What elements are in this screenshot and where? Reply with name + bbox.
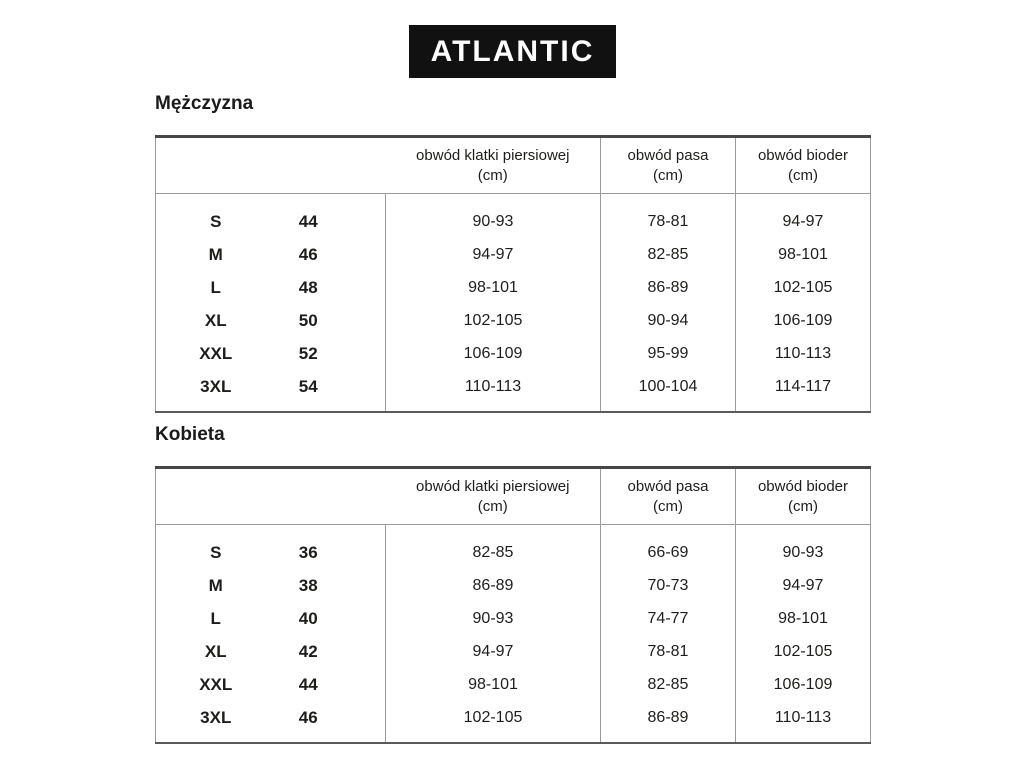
size-label: 3XL — [200, 707, 232, 727]
size-row — [156, 569, 871, 602]
size-number: 42 — [298, 641, 318, 661]
size-row — [156, 238, 871, 271]
column-header-unit: (cm) — [653, 166, 683, 184]
header-row — [156, 137, 871, 194]
hips-range: 98-101 — [736, 602, 871, 635]
chest-range: 102-105 — [386, 701, 601, 743]
size-row — [156, 525, 871, 570]
header-spacer — [156, 468, 386, 525]
header-row — [156, 468, 871, 525]
column-header — [736, 468, 871, 525]
chest-range: 94-97 — [386, 238, 601, 271]
hips-range: 90-93 — [736, 525, 871, 570]
section-men — [155, 93, 870, 413]
size-label: 3XL — [200, 376, 232, 396]
column-header-unit: (cm) — [477, 497, 508, 515]
size-number: 38 — [298, 575, 318, 595]
hips-range: 106-109 — [736, 668, 871, 701]
size-number: 40 — [298, 608, 318, 628]
waist-range: 70-73 — [601, 569, 736, 602]
size-row — [156, 194, 871, 239]
size-label: S — [210, 211, 222, 231]
size-number: 44 — [298, 211, 318, 231]
waist-range: 78-81 — [601, 194, 736, 239]
size-label: XL — [204, 641, 227, 661]
atlantic-logo-text: ATLANTIC — [430, 34, 595, 68]
size-label: L — [210, 277, 221, 297]
size-row — [156, 370, 871, 412]
waist-range: 66-69 — [601, 525, 736, 570]
hips-range: 94-97 — [736, 194, 871, 239]
size-number: 46 — [298, 244, 318, 264]
chest-range: 86-89 — [386, 569, 601, 602]
table-body-women — [156, 525, 871, 744]
size-number: 52 — [298, 343, 318, 363]
column-header-label: obwód klatki piersiowej — [416, 478, 570, 495]
waist-range: 100-104 — [601, 370, 736, 412]
size-number: 36 — [298, 542, 318, 562]
column-header-label: obwód bioder — [757, 478, 849, 495]
chest-range: 94-97 — [386, 635, 601, 668]
size-label: M — [208, 244, 223, 264]
column-header-unit: (cm) — [477, 166, 508, 184]
chest-range: 90-93 — [386, 194, 601, 239]
hips-range: 110-113 — [736, 701, 871, 743]
column-header — [386, 137, 601, 194]
chest-range: 98-101 — [386, 271, 601, 304]
size-row — [156, 635, 871, 668]
column-header-label: obwód pasa — [627, 478, 709, 495]
waist-range: 74-77 — [601, 602, 736, 635]
waist-range: 78-81 — [601, 635, 736, 668]
waist-range: 86-89 — [601, 701, 736, 743]
size-row — [156, 668, 871, 701]
chest-range: 106-109 — [386, 337, 601, 370]
column-header-label: obwód klatki piersiowej — [416, 147, 570, 164]
chest-range: 90-93 — [386, 602, 601, 635]
atlantic-logo — [409, 25, 616, 78]
hips-range: 98-101 — [736, 238, 871, 271]
waist-range: 82-85 — [601, 238, 736, 271]
column-header — [736, 137, 871, 194]
hips-range: 114-117 — [736, 370, 871, 412]
size-label: S — [210, 542, 222, 562]
size-number: 46 — [298, 707, 318, 727]
section-women — [155, 424, 870, 744]
column-header-unit: (cm) — [653, 497, 683, 515]
column-header — [386, 468, 601, 525]
column-header-label: obwód bioder — [757, 147, 849, 164]
size-row — [156, 271, 871, 304]
waist-range: 90-94 — [601, 304, 736, 337]
size-label: M — [208, 575, 223, 595]
waist-range: 95-99 — [601, 337, 736, 370]
waist-range: 82-85 — [601, 668, 736, 701]
size-row — [156, 337, 871, 370]
size-label: XXL — [199, 674, 233, 694]
chest-range: 82-85 — [386, 525, 601, 570]
hips-range: 102-105 — [736, 635, 871, 668]
header-spacer — [156, 137, 386, 194]
column-header — [601, 468, 736, 525]
chest-range: 98-101 — [386, 668, 601, 701]
section-title-men: Mężczyzna — [155, 93, 254, 114]
waist-range: 86-89 — [601, 271, 736, 304]
size-number: 44 — [298, 674, 318, 694]
section-title-women: Kobieta — [155, 424, 225, 445]
column-header-unit: (cm) — [788, 166, 818, 184]
size-label: XL — [204, 310, 227, 330]
size-number: 50 — [298, 310, 318, 330]
size-number: 48 — [298, 277, 318, 297]
table-body-men — [156, 194, 871, 413]
hips-range: 102-105 — [736, 271, 871, 304]
hips-range: 94-97 — [736, 569, 871, 602]
size-row — [156, 304, 871, 337]
hips-range: 110-113 — [736, 337, 871, 370]
size-table-women — [155, 466, 871, 744]
column-header — [601, 137, 736, 194]
size-table-men — [155, 135, 871, 413]
size-label: L — [210, 608, 221, 628]
chest-range: 110-113 — [386, 370, 601, 412]
hips-range: 106-109 — [736, 304, 871, 337]
column-header-label: obwód pasa — [627, 147, 709, 164]
size-row — [156, 701, 871, 743]
chest-range: 102-105 — [386, 304, 601, 337]
size-label: XXL — [199, 343, 233, 363]
size-row — [156, 602, 871, 635]
size-number: 54 — [298, 376, 318, 396]
column-header-unit: (cm) — [788, 497, 818, 515]
